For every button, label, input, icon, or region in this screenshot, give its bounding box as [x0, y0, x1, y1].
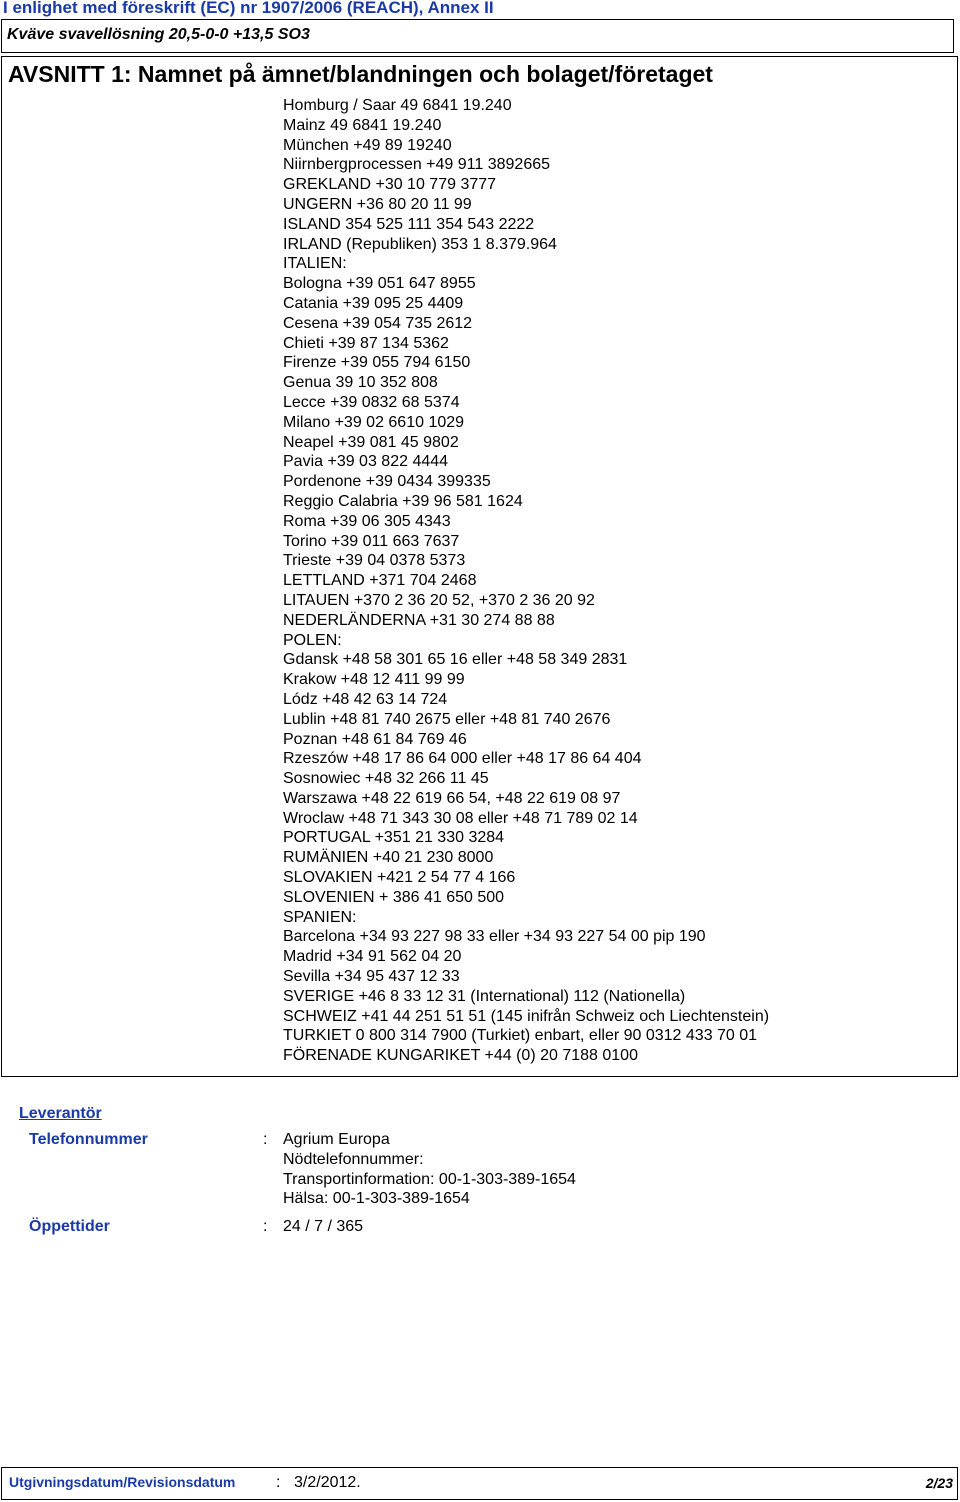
- contact-line: Lódz +48 42 63 14 724: [283, 690, 448, 708]
- hours-value: 24 / 7 / 365: [283, 1218, 364, 1235]
- supplier-heading: Leverantör: [19, 1105, 102, 1122]
- contact-line: ISLAND 354 525 111 354 543 2222: [283, 215, 535, 233]
- phone-line: Agrium Europa: [283, 1131, 390, 1148]
- contact-line: Bologna +39 051 647 8955: [283, 275, 476, 293]
- contact-line: Torino +39 011 663 7637: [283, 532, 460, 550]
- phone-line: Hälsa: 00-1-303-389-1654: [283, 1190, 470, 1208]
- phone-values: [283, 1130, 576, 1209]
- contact-line: SPANIEN:: [283, 908, 357, 926]
- revision-date-label: Utgivningsdatum/Revisionsdatum: [9, 1474, 236, 1490]
- contact-line: Chieti +39 87 134 5362: [283, 334, 449, 352]
- contact-line: SLOVAKIEN +421 2 54 77 4 166: [283, 869, 516, 887]
- hours-colon: :: [263, 1218, 268, 1235]
- phone-colon: :: [263, 1131, 268, 1148]
- page-number: 2/23: [925, 1475, 953, 1491]
- contact-line: RUMÄNIEN +40 21 230 8000: [283, 849, 494, 867]
- contact-line: Roma +39 06 305 4343: [283, 512, 451, 530]
- product-name: Kväve svavellösning 20,5-0-0 +13,5 SO3: [7, 26, 310, 43]
- phone-line: Transportinformation: 00-1-303-389-1654: [283, 1170, 576, 1188]
- contact-line: SCHWEIZ +41 44 251 51 51 (145 inifrån Schweiz och Liechtenstein): [283, 1007, 770, 1025]
- contact-line: Milano +39 02 6610 1029: [283, 413, 465, 431]
- revision-date-colon: :: [276, 1474, 281, 1491]
- contact-line: Trieste +39 04 0378 5373: [283, 552, 466, 570]
- contact-line: Krakow +48 12 411 99 99: [283, 671, 465, 689]
- contact-line: SLOVENIEN + 386 41 650 500: [283, 888, 505, 906]
- contact-line: Barcelona +34 93 227 98 33 eller +34 93 227 54 00 pip 190: [283, 928, 706, 946]
- contact-line: Pordenone +39 0434 399335: [283, 473, 491, 491]
- document-title: I enlighet med föreskrift (EC) nr 1907/2006 (REACH), Annex II: [3, 0, 494, 17]
- contact-line: IRLAND (Republiken) 353 1 8.379.964: [283, 235, 557, 253]
- contact-line: Genua 39 10 352 808: [283, 374, 438, 392]
- hours-label: Öppettider: [29, 1218, 110, 1235]
- contact-line: Catania +39 095 25 4409: [283, 294, 464, 312]
- contact-line: Gdansk +48 58 301 65 16 eller +48 58 349 2831: [283, 651, 628, 669]
- product-name-box: [1, 19, 954, 53]
- contact-line: POLEN:: [283, 631, 342, 649]
- phone-line: Nödtelefonnummer:: [283, 1150, 424, 1168]
- section-heading: AVSNITT 1: Namnet på ämnet/blandningen och bolaget/företaget: [8, 61, 713, 87]
- contact-line: Lublin +48 81 740 2675 eller +48 81 740 2676: [283, 710, 611, 728]
- phone-label: Telefonnummer: [29, 1131, 148, 1148]
- contact-line: FÖRENADE KUNGARIKET +44 (0) 20 7188 0100: [283, 1047, 638, 1065]
- contact-line: PORTUGAL +351 21 330 3284: [283, 829, 505, 847]
- contact-line: Firenze +39 055 794 6150: [283, 354, 471, 372]
- contact-line: Wroclaw +48 71 343 30 08 eller +48 71 789 02 14: [283, 809, 638, 827]
- contact-line: Mainz 49 6841 19.240: [283, 116, 442, 134]
- contact-line: LITAUEN +370 2 36 20 52, +370 2 36 20 92: [283, 591, 595, 609]
- contact-line: TURKIET 0 800 314 7900 (Turkiet) enbart, eller 90 0312 433 70 01: [283, 1027, 758, 1045]
- contact-line: Neapel +39 081 45 9802: [283, 433, 459, 451]
- contact-line: Sosnowiec +48 32 266 11 45: [283, 770, 489, 788]
- contact-line: Poznan +48 61 84 769 46: [283, 730, 467, 748]
- contact-line: Madrid +34 91 562 04 20: [283, 948, 462, 966]
- contact-line: Homburg / Saar 49 6841 19.240: [283, 97, 512, 114]
- contact-line: Pavia +39 03 822 4444: [283, 453, 449, 471]
- contact-line: München +49 89 19240: [283, 136, 452, 154]
- contact-line: Rzeszów +48 17 86 64 000 eller +48 17 86 64 404: [283, 750, 642, 768]
- contact-line: SVERIGE +46 8 33 12 31 (International) 112 (Nationella): [283, 987, 686, 1005]
- contact-line: Sevilla +34 95 437 12 33: [283, 968, 460, 986]
- revision-date-value: 3/2/2012.: [294, 1474, 361, 1491]
- contact-line: Reggio Calabria +39 96 581 1624: [283, 492, 523, 510]
- contact-line: GREKLAND +30 10 779 3777: [283, 176, 497, 194]
- contact-line: NEDERLÄNDERNA +31 30 274 88 88: [283, 611, 555, 629]
- contact-line: LETTLAND +371 704 2468: [283, 572, 477, 590]
- contact-line: Cesena +39 054 735 2612: [283, 314, 473, 332]
- emergency-contact-list: [283, 96, 769, 1066]
- contact-line: Warszawa +48 22 619 66 54, +48 22 619 08 97: [283, 789, 621, 807]
- contact-line: Lecce +39 0832 68 5374: [283, 393, 460, 411]
- contact-line: Niirnbergprocessen +49 911 3892665: [283, 156, 551, 174]
- contact-line: ITALIEN:: [283, 255, 347, 273]
- contact-line: UNGERN +36 80 20 11 99: [283, 195, 472, 213]
